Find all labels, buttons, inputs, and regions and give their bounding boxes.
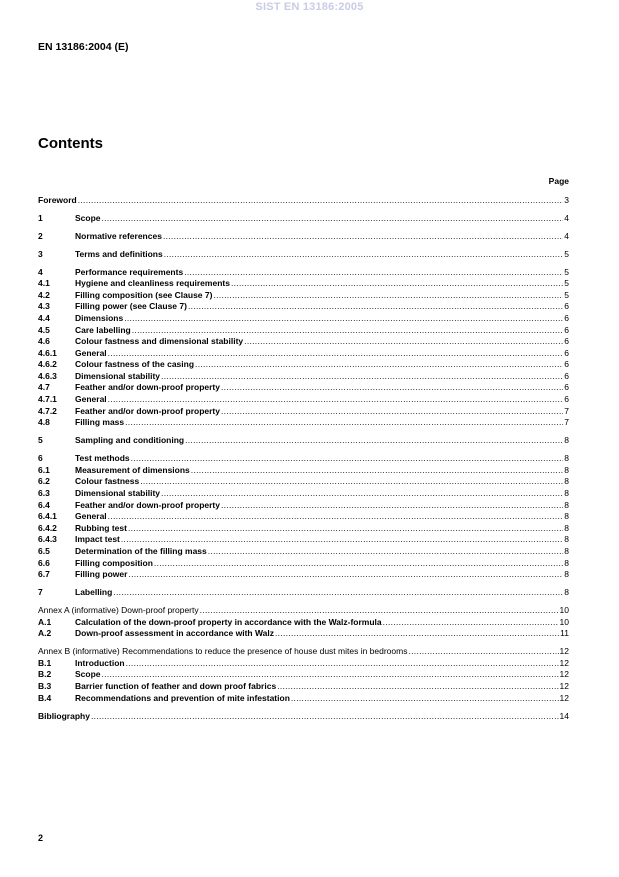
toc-dot-leader — [188, 301, 563, 311]
toc-entry[interactable] — [38, 475, 569, 487]
toc-entry-number: 4.6.3 — [38, 370, 57, 381]
toc-entry-number: 4.7.1 — [38, 394, 57, 405]
toc-entry-label: Annex B (informative) Recommendations to reduce the presence of house dust mites in bedrooms — [38, 646, 408, 657]
toc-entry-page: 8 — [564, 464, 569, 475]
toc-dot-leader — [231, 278, 563, 288]
toc-entry-number: 4.6.2 — [38, 359, 57, 370]
toc-entry-page: 12 — [559, 646, 569, 657]
toc-entry-page: 8 — [564, 453, 569, 464]
toc-entry[interactable] — [38, 645, 569, 657]
toc-entry-number: 6.2 — [38, 476, 50, 487]
toc-entry-page: 4 — [564, 212, 569, 223]
toc-entry[interactable] — [38, 556, 569, 568]
toc-entry-page: 6 — [564, 336, 569, 347]
toc-entry-label: Feather and/or down-proof property — [75, 382, 220, 393]
toc-entry[interactable] — [38, 358, 569, 370]
toc-entry-label: Introduction — [75, 657, 125, 668]
toc-entry[interactable] — [38, 265, 569, 277]
toc-entry-number: B.2 — [38, 669, 52, 680]
toc-dot-leader — [102, 213, 564, 223]
toc-entry-page: 6 — [564, 394, 569, 405]
toc-dot-leader — [124, 313, 563, 323]
toc-entry-label: General — [75, 394, 107, 405]
toc-entry-page: 12 — [559, 692, 569, 703]
toc-dot-leader — [132, 325, 564, 335]
toc-dot-leader — [161, 371, 563, 381]
toc-entry[interactable] — [38, 434, 569, 446]
toc-entry[interactable] — [38, 586, 569, 598]
toc-entry-page: 8 — [564, 476, 569, 487]
toc-entry-page: 10 — [559, 605, 569, 616]
toc-entry-label: Care labelling — [75, 324, 131, 335]
toc-entry[interactable] — [38, 627, 569, 639]
toc-entry[interactable] — [38, 193, 569, 205]
toc-entry-label: Test methods — [75, 453, 130, 464]
toc-entry[interactable] — [38, 656, 569, 668]
toc-entry-label: Filling composition — [75, 557, 153, 568]
toc-dot-leader — [78, 195, 564, 205]
toc-entry[interactable] — [38, 300, 569, 312]
toc-dot-leader — [244, 336, 563, 346]
toc-entry-number: 4.2 — [38, 289, 50, 300]
toc-entry[interactable] — [38, 498, 569, 510]
toc-entry-page: 5 — [564, 289, 569, 300]
toc-dot-leader — [128, 569, 563, 579]
toc-entry-label: Normative references — [75, 230, 162, 241]
toc-dot-leader — [213, 290, 563, 300]
toc-entry-label: Bibliography — [38, 710, 90, 721]
toc-entry-page: 6 — [564, 359, 569, 370]
toc-entry-label: Hygiene and cleanliness requirements — [75, 278, 230, 289]
toc-dot-leader — [108, 348, 564, 358]
toc-entry-label: Colour fastness of the casing — [75, 359, 195, 370]
toc-entry-number: 4.6.1 — [38, 347, 57, 358]
toc-dot-leader — [163, 231, 563, 241]
toc-entry-label: General — [75, 347, 107, 358]
toc-dot-leader — [140, 476, 563, 486]
toc-entry-number: 6.3 — [38, 488, 50, 498]
toc-dot-leader — [277, 681, 558, 691]
toc-dot-leader — [195, 359, 563, 369]
toc-entry-label: Filling composition (see Clause 7) — [75, 289, 213, 300]
toc-entry-number: 6.4.2 — [38, 522, 57, 533]
toc-entry[interactable] — [38, 615, 569, 627]
toc-entry-page: 7 — [564, 405, 569, 416]
toc-entry-page: 8 — [564, 587, 569, 598]
toc-entry-page: 5 — [564, 278, 569, 289]
toc-entry-page: 3 — [564, 194, 569, 205]
toc-entry-page: 8 — [564, 499, 569, 510]
toc-dot-leader — [128, 523, 563, 533]
toc-entry[interactable] — [38, 691, 569, 703]
toc-dot-leader — [91, 711, 559, 721]
toc-entry-page: 8 — [564, 534, 569, 545]
toc-entry-page: 6 — [564, 324, 569, 335]
toc-entry[interactable] — [38, 346, 569, 358]
toc-dot-leader — [131, 453, 564, 463]
toc-entry-number: 4.3 — [38, 301, 50, 312]
toc-dot-leader — [291, 693, 559, 703]
toc-entry-label: Performance requirements — [75, 266, 184, 277]
toc-entry-page: 6 — [564, 312, 569, 323]
toc-entry[interactable] — [38, 521, 569, 533]
toc-dot-leader — [184, 267, 563, 277]
toc-entry-page: 10 — [559, 616, 569, 627]
page-column-label: Page — [548, 176, 569, 186]
toc-entry[interactable] — [38, 709, 569, 721]
toc-entry-label: Sampling and conditioning — [75, 435, 185, 446]
page-number: 2 — [38, 833, 44, 843]
toc-entry-number: B.4 — [38, 692, 52, 703]
toc-dot-leader — [221, 382, 563, 392]
toc-entry-label: Dimensions — [75, 312, 124, 323]
toc-entry-label: Recommendations and prevention of mite infestation — [75, 692, 290, 703]
toc-entry-number: 3 — [38, 248, 43, 259]
toc-entry-number: 4.7 — [38, 382, 50, 393]
toc-entry-label: Dimensional stability — [75, 370, 161, 381]
toc-dot-leader — [154, 558, 563, 568]
toc-entry-page: 6 — [564, 347, 569, 358]
toc-dot-leader — [113, 587, 563, 597]
toc-entry-number: 6 — [38, 453, 43, 464]
toc-entry[interactable] — [38, 679, 569, 691]
toc-entry-number: 6.1 — [38, 464, 50, 475]
toc-entry-page: 7 — [564, 417, 569, 428]
toc-entry-page: 5 — [564, 248, 569, 259]
toc-entry-page: 8 — [564, 488, 569, 498]
toc-entry[interactable] — [38, 510, 569, 522]
toc-entry-label: Calculation of the down-proof property in accordance with the Walz-formula — [75, 616, 382, 627]
toc-dot-leader — [102, 669, 559, 679]
toc-entry-number: 4.8 — [38, 417, 50, 428]
toc-dot-leader — [108, 511, 564, 521]
toc-entry-page: 4 — [564, 230, 569, 241]
toc-entry[interactable] — [38, 311, 569, 323]
toc-dot-leader — [164, 249, 564, 259]
toc-entry-number: 4.4 — [38, 312, 50, 323]
toc-entry-label: Dimensional stability — [75, 488, 161, 498]
toc-entry-page: 8 — [564, 511, 569, 522]
toc-dot-leader — [408, 646, 558, 656]
toc-entry[interactable] — [38, 335, 569, 347]
toc-entry[interactable] — [38, 544, 569, 556]
toc-entry-label: Feather and/or down-proof property — [75, 499, 220, 510]
toc-entry-number: 6.4.1 — [38, 511, 57, 522]
toc-entry-number: 4.6 — [38, 336, 50, 347]
toc-entry-page: 8 — [564, 569, 569, 580]
toc-entry[interactable] — [38, 277, 569, 289]
toc-entry-number: 2 — [38, 230, 43, 241]
toc-dot-leader — [185, 435, 563, 445]
toc-entry-label: Terms and definitions — [75, 248, 163, 259]
toc-entry-label: Filling mass — [75, 417, 125, 428]
toc-entry-number: 6.6 — [38, 557, 50, 568]
toc-entry-label: Barrier function of feather and down proof fabrics — [75, 681, 277, 692]
toc-entry-label: Scope — [75, 212, 101, 223]
toc-entry-page: 11 — [560, 628, 569, 639]
toc-entry[interactable] — [38, 381, 569, 393]
toc-entry-page: 14 — [559, 710, 569, 721]
toc-entry-number: 4 — [38, 266, 43, 277]
toc-dot-leader — [126, 658, 559, 668]
toc-entry[interactable] — [38, 404, 569, 416]
toc-entry-number: 4.1 — [38, 278, 50, 289]
toc-entry-page: 8 — [564, 522, 569, 533]
toc-entry-page: 8 — [564, 435, 569, 446]
toc-dot-leader — [125, 417, 563, 427]
toc-entry-number: B.3 — [38, 681, 52, 692]
toc-entry-label: Annex A (informative) Down-proof property — [38, 605, 199, 616]
toc-entry-label: Foreword — [38, 194, 77, 205]
toc-entry-number: B.1 — [38, 657, 52, 668]
toc-entry[interactable] — [38, 288, 569, 300]
toc-dot-leader — [221, 500, 563, 510]
toc-entry-number: 4.5 — [38, 324, 50, 335]
toc-entry-number: 1 — [38, 212, 43, 223]
toc-entry-label: Rubbing test — [75, 522, 127, 533]
toc-entry-number: 4.7.2 — [38, 405, 57, 416]
toc-entry[interactable] — [38, 392, 569, 404]
toc-entry-number: 6.7 — [38, 569, 50, 580]
toc-entry[interactable] — [38, 486, 569, 498]
toc-dot-leader — [191, 465, 563, 475]
toc-entry[interactable] — [38, 452, 569, 464]
toc-entry-page: 12 — [559, 669, 569, 680]
toc-dot-leader — [221, 406, 563, 416]
toc-entry-number: 6.4.3 — [38, 534, 57, 545]
toc-entry-page: 6 — [564, 370, 569, 381]
toc-entry-number: 5 — [38, 435, 43, 446]
toc-entry[interactable] — [38, 416, 569, 428]
toc-entry-page: 6 — [564, 382, 569, 393]
toc-entry-page: 8 — [564, 545, 569, 556]
toc-entry-label: General — [75, 511, 107, 522]
table-of-contents — [38, 193, 569, 721]
toc-entry-label: Impact test — [75, 534, 120, 545]
toc-entry[interactable] — [38, 369, 569, 381]
toc-entry[interactable] — [38, 604, 569, 616]
toc-entry-label: Labelling — [75, 587, 113, 598]
toc-entry[interactable] — [38, 323, 569, 335]
toc-entry-label: Filling power — [75, 569, 128, 580]
toc-entry[interactable] — [38, 211, 569, 223]
toc-entry[interactable] — [38, 533, 569, 545]
toc-dot-leader — [121, 534, 563, 544]
toc-dot-leader — [161, 488, 563, 498]
toc-dot-leader — [275, 628, 559, 638]
toc-entry-number: A.1 — [38, 616, 52, 627]
toc-entry[interactable] — [38, 229, 569, 241]
toc-entry-page: 12 — [559, 681, 569, 692]
toc-dot-leader — [200, 605, 559, 615]
toc-entry-label: Scope — [75, 669, 101, 680]
toc-entry-label: Measurement of dimensions — [75, 464, 190, 475]
toc-dot-leader — [108, 394, 564, 404]
toc-entry-label: Down-proof assessment in accordance with Walz — [75, 628, 275, 639]
toc-entry[interactable] — [38, 668, 569, 680]
toc-entry-page: 12 — [559, 657, 569, 668]
toc-entry-label: Filling power (see Clause 7) — [75, 301, 187, 312]
toc-entry-label: Feather and/or down-proof property — [75, 405, 220, 416]
toc-entry-page: 5 — [564, 266, 569, 277]
toc-entry[interactable] — [38, 568, 569, 580]
document-reference: EN 13186:2004 (E) — [38, 41, 129, 53]
toc-entry[interactable] — [38, 463, 569, 475]
toc-entry-number: 6.4 — [38, 499, 50, 510]
toc-entry-label: Colour fastness — [75, 476, 140, 487]
toc-entry-number: 7 — [38, 587, 43, 598]
toc-entry-number: A.2 — [38, 628, 52, 639]
toc-dot-leader — [208, 546, 563, 556]
toc-dot-leader — [383, 617, 559, 627]
toc-entry-page: 6 — [564, 301, 569, 312]
toc-entry[interactable] — [38, 247, 569, 259]
toc-entry-label: Colour fastness and dimensional stability — [75, 336, 244, 347]
toc-entry-label: Determination of the filling mass — [75, 545, 207, 556]
toc-entry-number: 6.5 — [38, 545, 50, 556]
page-title: Contents — [38, 135, 103, 152]
watermark: SIST EN 13186:2005 — [255, 1, 364, 13]
toc-entry-page: 8 — [564, 557, 569, 568]
